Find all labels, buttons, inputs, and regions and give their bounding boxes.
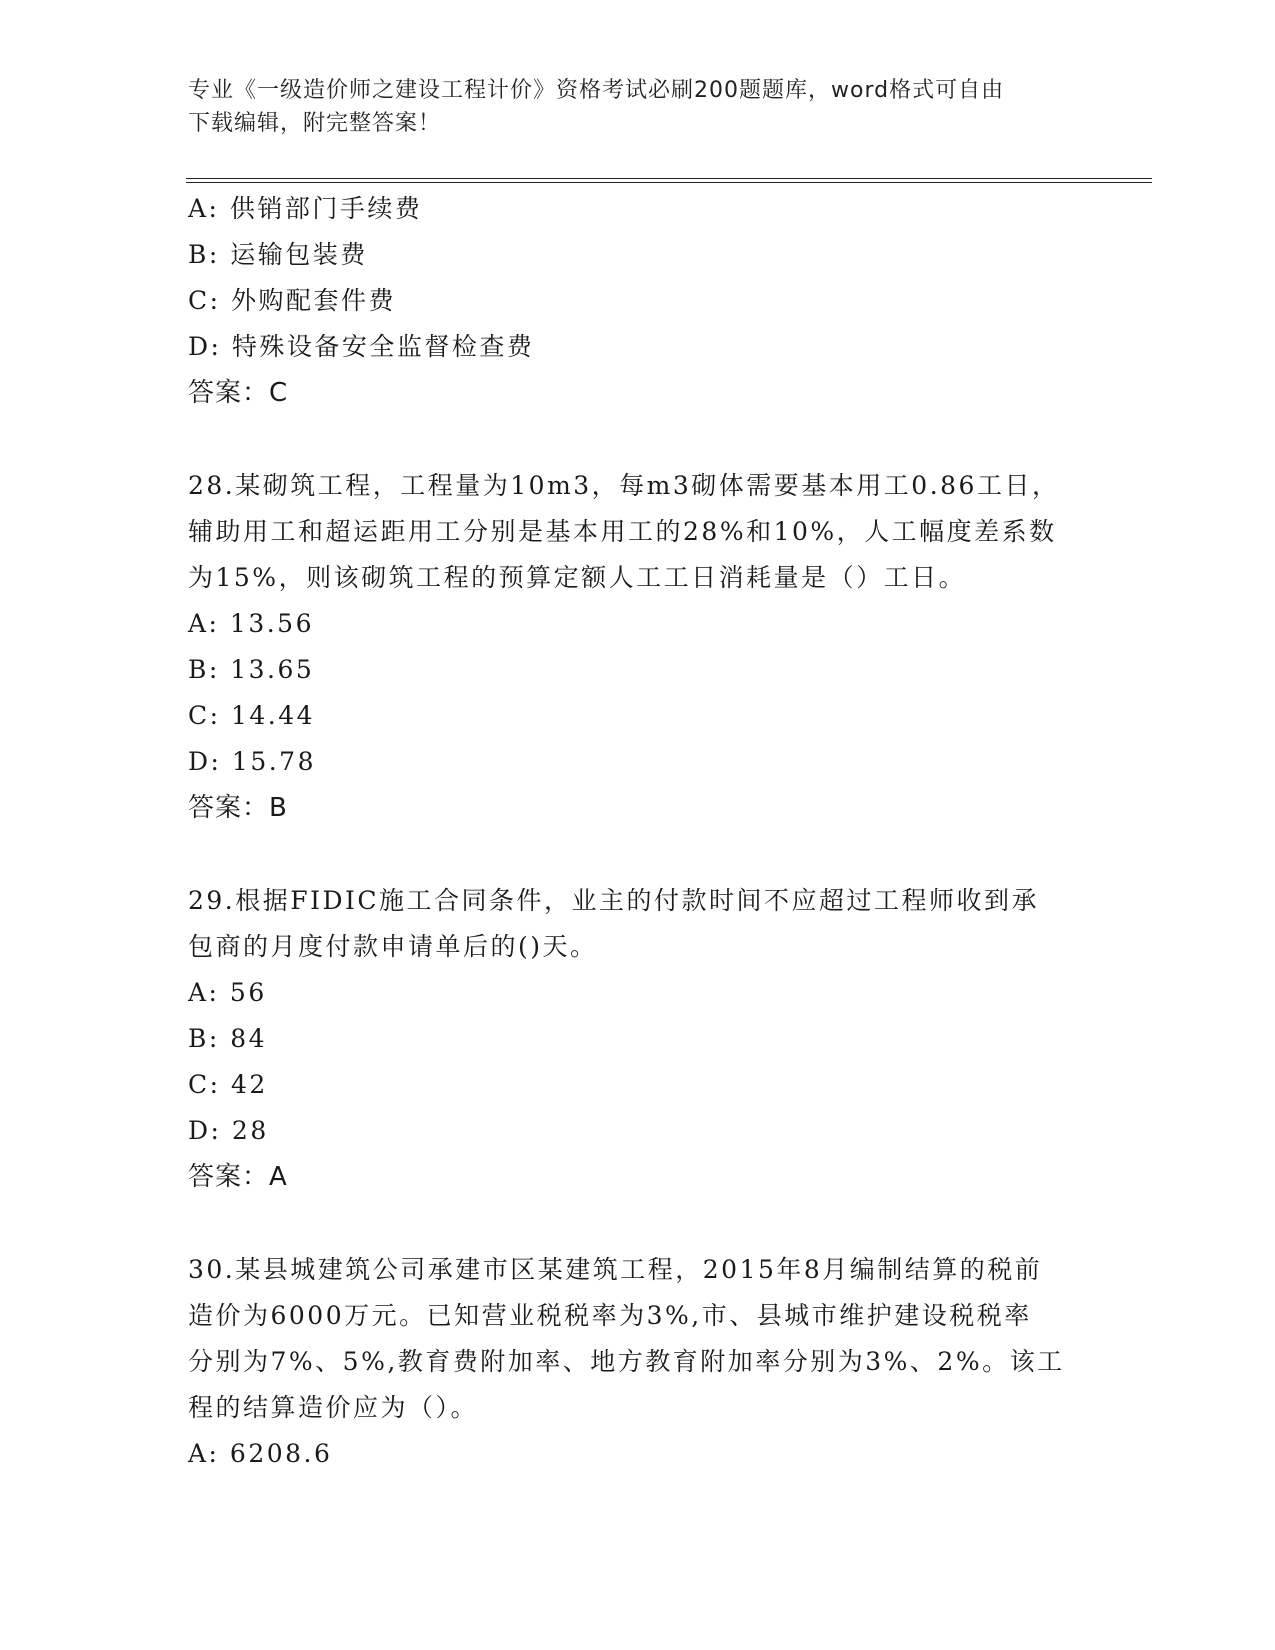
option-c: C: 外购配套件费 — [188, 286, 396, 315]
answer-line: 答案：A — [188, 1162, 288, 1192]
option-d: D: 特殊设备安全监督检查费 — [188, 332, 535, 361]
question-text-line: 辅助用工和超运距用工分别是基本用工的28%和10%，人工幅度差系数 — [188, 517, 1057, 546]
question-text-line: 造价为6000万元。已知营业税税率为3%,市、县城市维护建设税税率 — [188, 1301, 1032, 1330]
question-text-line: 为15%，则该砌筑工程的预算定额人工工日消耗量是（）工日。 — [188, 563, 967, 592]
question-text-line: 包商的月度付款申请单后的()天。 — [188, 932, 598, 961]
question-text-line: 29.根据FIDIC施工合同条件，业主的付款时间不应超过工程师收到承 — [188, 886, 1040, 915]
option-d: D: 28 — [188, 1116, 269, 1145]
question-text-line: 分别为7%、5%,教育费附加率、地方教育附加率分别为3%、2%。该工 — [188, 1347, 1065, 1376]
option-a: A: 13.56 — [188, 609, 314, 638]
header-divider — [186, 178, 1152, 183]
spacer — [188, 416, 1088, 463]
question-text-line: 30.某县城建筑公司承建市区某建筑工程，2015年8月编制结算的税前 — [188, 1255, 1043, 1284]
question-text-line: 程的结算造价应为（）。 — [188, 1393, 479, 1422]
question-30-block — [188, 1247, 1088, 1477]
option-b: B: 84 — [188, 1024, 268, 1053]
document-header — [188, 74, 1088, 140]
question-27-block — [188, 186, 1088, 416]
question-28-block — [188, 463, 1088, 831]
question-text-line: 28.某砌筑工程，工程量为10m3，每m3砌体需要基本用工0.86工日， — [188, 471, 1060, 500]
question-content — [188, 186, 1088, 1477]
answer-line: 答案：B — [188, 793, 288, 823]
spacer — [188, 831, 1088, 878]
header-line-2: 下载编辑，附完整答案！ — [188, 111, 442, 136]
header-line-1: 专业《一级造价师之建设工程计价》资格考试必刷200题题库，word格式可自由 — [188, 78, 1005, 103]
option-c: C: 42 — [188, 1070, 268, 1099]
option-a: A: 56 — [188, 978, 267, 1007]
option-b: B: 运输包装费 — [188, 240, 368, 269]
option-b: B: 13.65 — [188, 655, 315, 684]
option-a: A: 供销部门手续费 — [188, 194, 423, 223]
spacer — [188, 1200, 1088, 1247]
question-29-block — [188, 878, 1088, 1200]
option-d: D: 15.78 — [188, 747, 316, 776]
answer-line: 答案：C — [188, 378, 289, 408]
option-c: C: 14.44 — [188, 701, 316, 730]
option-a: A: 6208.6 — [188, 1439, 333, 1468]
